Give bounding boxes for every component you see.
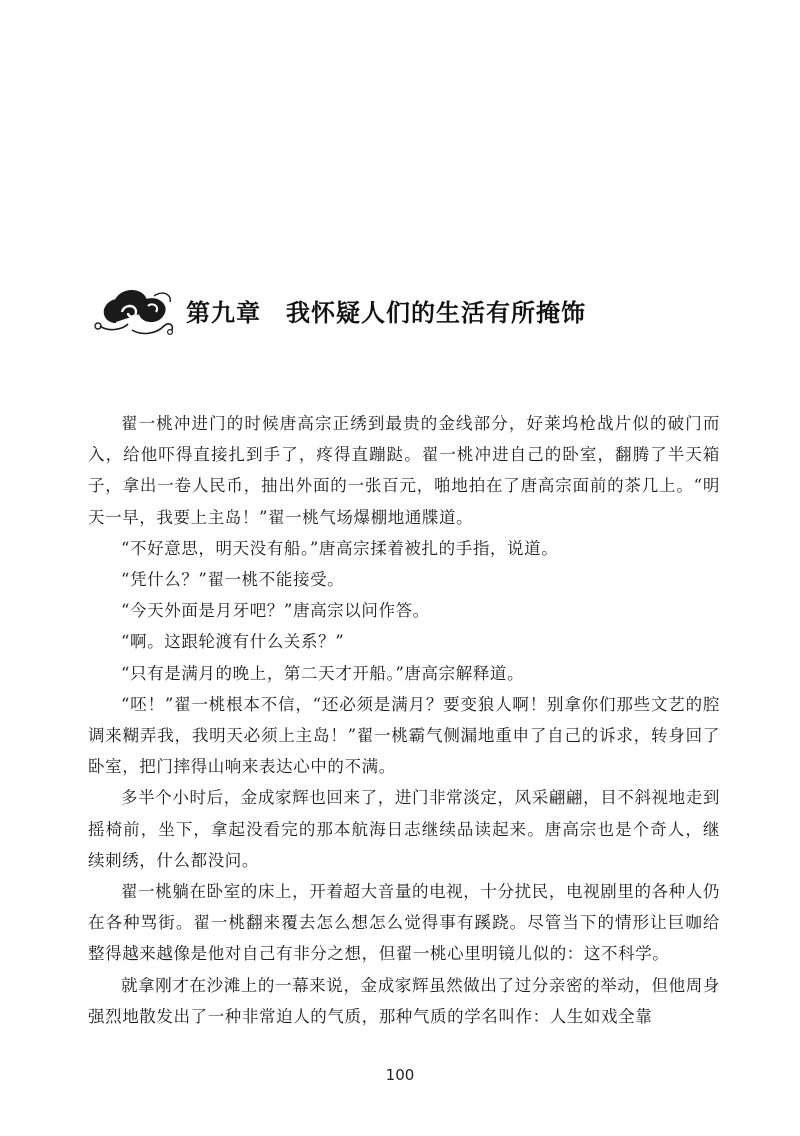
chapter-title: 第九章 我怀疑人们的生活有所掩饰 bbox=[186, 298, 586, 327]
chapter-heading bbox=[92, 280, 586, 340]
paragraph: “呸！”翟一桃根本不信，“还必须是满月？要变狼人啊！别拿你们那些文艺的腔调来糊弄我，我明天必须上主岛！”翟一桃霸气侧漏地重申了自己的诉求，转身回了卧室，把门摔得山响来表达心中的不满。 bbox=[88, 694, 720, 777]
cloud-scroll-ornament-icon bbox=[92, 282, 178, 338]
paragraph: 翟一桃躺在卧室的床上，开着超大音量的电视，十分扰民，电视剧里的各种人仍在各种骂街。翟一桃翻来覆去怎么想怎么觉得事有蹊跷。尽管当下的情形让巨咖给整得越来越像是他对自己有非分之想，但翟一桃心里明镜儿似的：这不科学。 bbox=[88, 882, 720, 964]
paragraph: “今天外面是月牙吧？”唐高宗以问作答。 bbox=[121, 601, 430, 621]
paragraph: 翟一桃冲进门的时候唐高宗正绣到最贵的金线部分，好莱坞枪战片似的破门而入，给他吓得直接扎到手了，疼得直蹦跶。翟一桃冲进自己的卧室，翻腾了半天箱子，拿出一卷人民币，抽出外面的一张百元，啪地拍在了唐高宗面前的茶几上。“明天一早，我要上主岛！”翟一桃气场爆棚地通牒道。 bbox=[88, 414, 720, 527]
paragraph: “不好意思，明天没有船。”唐高宗揉着被扎的手指，说道。 bbox=[121, 538, 559, 558]
page-number: 100 bbox=[385, 1066, 415, 1084]
paragraph: “只有是满月的晚上，第二天才开船。”唐高宗解释道。 bbox=[121, 663, 525, 683]
paragraph: “啊。这跟轮渡有什么关系？” bbox=[121, 632, 345, 652]
paragraph: “凭什么？”翟一桃不能接受。 bbox=[121, 570, 345, 590]
body-text bbox=[88, 408, 720, 1032]
paragraph: 就拿刚才在沙滩上的一幕来说，金成家辉虽然做出了过分亲密的举动，但他周身强烈地散发出了一种非常迫人的气质，那种气质的学名叫作：人生如戏全靠 bbox=[88, 975, 720, 1026]
paragraph: 多半个小时后，金成家辉也回来了，进门非常淡定，风采翩翩，目不斜视地走到摇椅前，坐下，拿起没看完的那本航海日志继续品读起来。唐高宗也是个奇人，继续刺绣，什么都没问。 bbox=[88, 788, 720, 870]
